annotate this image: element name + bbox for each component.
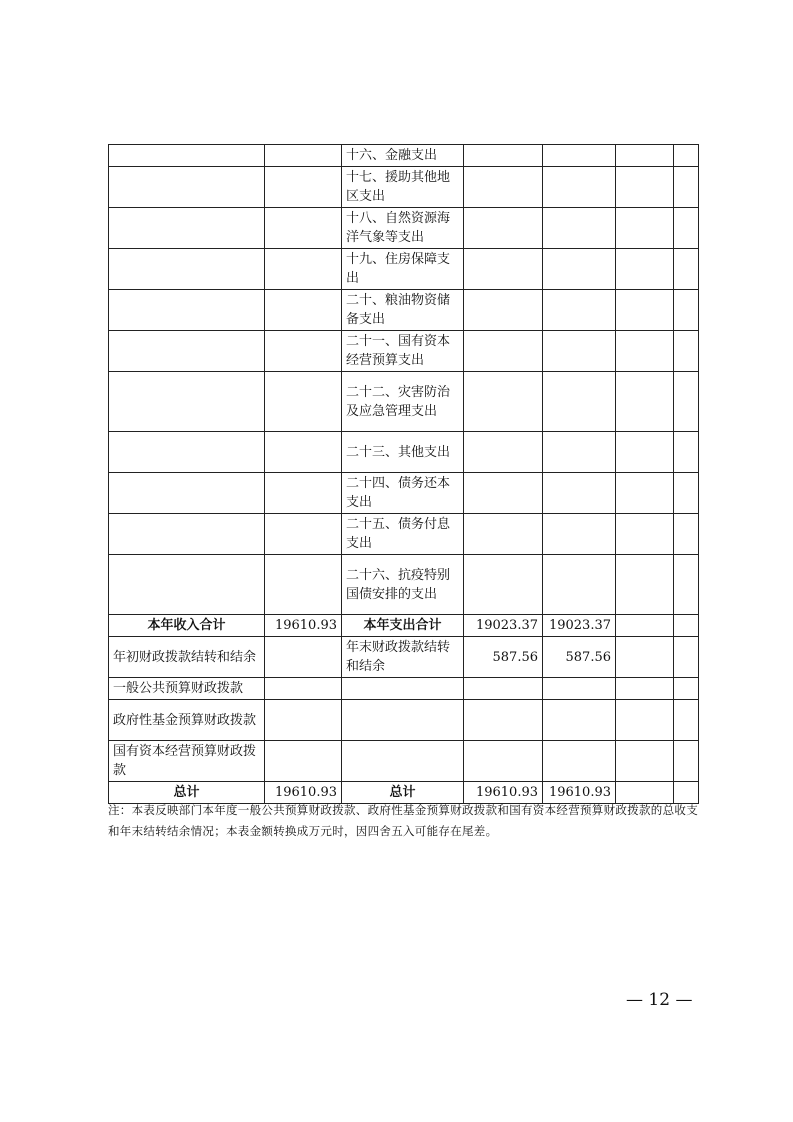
expenditure-item: 二十三、其他支出 [342, 432, 464, 473]
table-row [109, 208, 699, 249]
general-budget-label: 一般公共预算财政拨款 [109, 678, 265, 700]
grand-total-label: 总计 [109, 782, 265, 804]
table-row [109, 432, 699, 473]
expenditure-item: 十九、住房保障支出 [342, 249, 464, 290]
expenditure-item: 十八、自然资源海洋气象等支出 [342, 208, 464, 249]
carryover-end-value: 587.56 [543, 637, 616, 678]
table-row [109, 741, 699, 782]
expenditure-total-value: 19023.37 [464, 615, 543, 637]
gov-fund-label: 政府性基金预算财政拨款 [109, 700, 265, 741]
expenditure-item: 二十六、抗疫特别国债安排的支出 [342, 555, 464, 615]
expenditure-item: 二十二、灾害防治及应急管理支出 [342, 372, 464, 432]
income-total-label: 本年收入合计 [109, 615, 265, 637]
table-row [109, 331, 699, 372]
expenditure-total-label: 本年支出合计 [342, 615, 464, 637]
page-number: — 12 — [626, 990, 693, 1010]
grand-total-value: 19610.93 [464, 782, 543, 804]
expenditure-item: 二十一、国有资本经营预算支出 [342, 331, 464, 372]
table-row [109, 145, 699, 167]
table-note: 注：本表反映部门本年度一般公共预算财政拨款、政府性基金预算财政拨款和国有资本经营预算财政拨款的总收支和年末结转结余情况；本表金额转换成万元时，因四舍五入可能存在尾差。 [108, 803, 698, 838]
table-row [109, 700, 699, 741]
expenditure-item: 二十、粮油物资储备支出 [342, 290, 464, 331]
carryover-begin-label: 年初财政拨款结转和结余 [109, 637, 265, 678]
grand-total-label: 总计 [342, 782, 464, 804]
table-row [109, 678, 699, 700]
table-row [109, 372, 699, 432]
table-row [109, 555, 699, 615]
state-capital-label: 国有资本经营预算财政拨款 [109, 741, 265, 782]
budget-table [108, 144, 699, 804]
carryover-end-value: 587.56 [464, 637, 543, 678]
carryover-row [109, 637, 699, 678]
grand-total-value: 19610.93 [265, 782, 342, 804]
expenditure-item: 十六、金融支出 [342, 145, 464, 167]
carryover-end-label: 年末财政拨款结转和结余 [342, 637, 464, 678]
grand-total-value: 19610.93 [543, 782, 616, 804]
expenditure-total-value: 19023.37 [543, 615, 616, 637]
table-row [109, 249, 699, 290]
table-row [109, 473, 699, 514]
expenditure-item: 二十五、债务付息支出 [342, 514, 464, 555]
income-total-row [109, 615, 699, 637]
income-total-value: 19610.93 [265, 615, 342, 637]
table-row [109, 514, 699, 555]
table-row [109, 167, 699, 208]
expenditure-item: 二十四、债务还本支出 [342, 473, 464, 514]
expenditure-item: 十七、援助其他地区支出 [342, 167, 464, 208]
table-row [109, 290, 699, 331]
